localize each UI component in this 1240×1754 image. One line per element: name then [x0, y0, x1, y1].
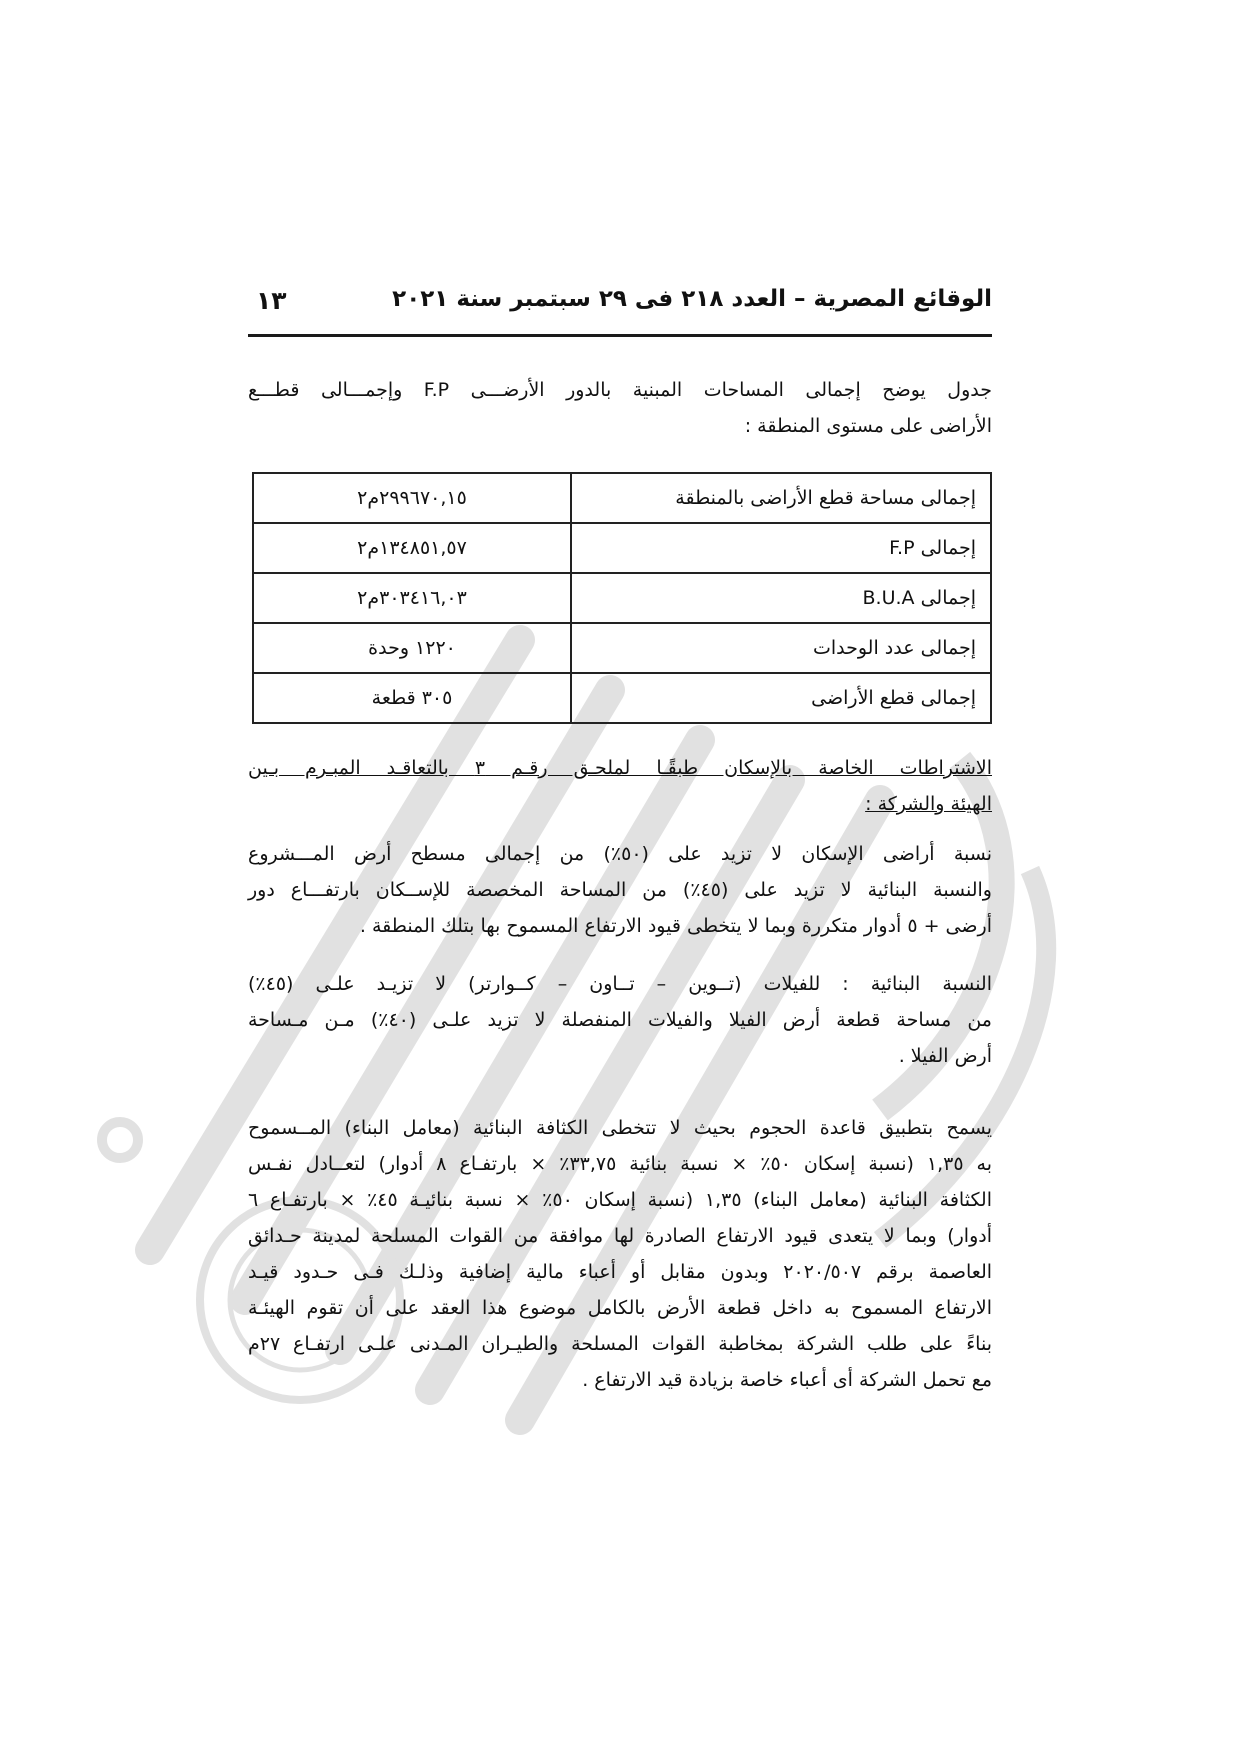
villas-ratio-paragraph [248, 966, 992, 1074]
row-label: إجمالى قطع الأراضى [571, 673, 991, 723]
row-label: إجمالى مساحة قطع الأراضى بالمنطقة [571, 473, 991, 523]
table-row [253, 523, 991, 573]
table-row [253, 673, 991, 723]
table-row [253, 573, 991, 623]
volume-line-4: أدوار) وبما لا يتعدى قيود الارتفاع الصادرة لها موافقة من القوات المسلحة لمدينة حـدائق [248, 1225, 992, 1247]
housing-line-1: نسبة أراضى الإسكان لا تزيد على (٥٠٪) من إجمالى مسطح أرض المـــشروع [248, 843, 992, 865]
housing-line-3: أرضى + ٥ أدوار متكررة وبما لا يتخطى قيود الارتفاع المسموح بها بتلك المنطقة . [359, 915, 992, 937]
villas-line-2: من مساحة قطعة أرض الفيلا والفيلات المنفصلة لا تزيد علـى (٤٠٪) مـن مـساحة [248, 1009, 992, 1031]
volume-rule-paragraph [248, 1110, 992, 1398]
row-label: إجمالى F.P [571, 523, 991, 573]
page-header [248, 286, 992, 326]
volume-line-2: به ١,٣٥ (نسبة إسكان ٥٠٪ × نسبة بنائية ٣٣,٧٥٪ × بارتفـاع ٨ أدوار) لتعــادل نفـس [248, 1153, 993, 1175]
housing-line-2: والنسبة البنائية لا تزيد على (٤٥٪) من المساحة المخصصة للإســكان بارتفـــاع دور [248, 879, 992, 901]
conditions-heading-line-1: الاشتراطات الخاصة بالإسكان طبقًـا لملحـق رقـم ٣ بالتعاقـد المبـرم بـين [248, 757, 992, 779]
gazette-title: الوقائع المصرية – العدد ٢١٨ فى ٢٩ سبتمبر سنة ٢٠٢١ [392, 286, 992, 312]
intro-line-2: الأراضى على مستوى المنطقة : [744, 415, 992, 437]
villas-line-1: النسبة البنائية : للفيلات (تــوين – تــاون – كــوارتر) لا تزيـد علـى (٤٥٪) [248, 973, 992, 995]
volume-line-3: الكثافة البنائية (معامل البناء) ١,٣٥ (نسبة إسكان ٥٠٪ × نسبة بنائيـة ٤٥٪ × بارتفـاع ٦ [248, 1189, 993, 1211]
table-intro-paragraph [248, 372, 992, 444]
row-value: ١٢٢٠ وحدة [253, 623, 571, 673]
row-value: ١٣٤٨٥١,٥٧م٢ [253, 523, 571, 573]
villas-line-3: أرض الفيلا . [898, 1045, 992, 1067]
conditions-heading-line-2-wrap [248, 786, 992, 822]
row-label: إجمالى عدد الوحدات [571, 623, 991, 673]
page-number: ١٣ [256, 286, 287, 315]
row-value: ٣٠٣٤١٦,٠٣م٢ [253, 573, 571, 623]
housing-ratio-paragraph [248, 836, 992, 944]
volume-line-5: العاصمة برقم ٢٠٢٠/٥٠٧ وبدون مقابل أو أعباء مالية إضافية وذلـك فـى حـدود قيـد [248, 1261, 993, 1283]
land-summary-table [252, 472, 992, 724]
table-row [253, 623, 991, 673]
table-row [253, 473, 991, 523]
conditions-heading-line-2: الهيئة والشركة : [865, 793, 992, 815]
conditions-heading [248, 750, 992, 822]
volume-line-8: مع تحمل الشركة أى أعباء خاصة بزيادة قيد الارتفاع . [582, 1369, 992, 1391]
row-value: ٢٩٩٦٧٠,١٥م٢ [253, 473, 571, 523]
volume-line-1: يسمح بتطبيق قاعدة الحجوم بحيث لا تتخطى الكثافة البنائية (معامل البناء) المــسموح [248, 1117, 992, 1139]
row-value: ٣٠٥ قطعة [253, 673, 571, 723]
intro-line-1: جدول يوضح إجمالى المساحات المبنية بالدور الأرضـــى F.P وإجمـــالى قطـــع [248, 379, 992, 401]
header-divider [248, 334, 992, 337]
volume-line-7: بناءً على طلب الشركة بمخاطبة القوات المسلحة والطيـران المـدنى علـى ارتفـاع ٢٧م [248, 1333, 992, 1355]
row-label: إجمالى B.U.A [571, 573, 991, 623]
volume-line-6: الارتفاع المسموح به داخل قطعة الأرض بالكامل موضوع هذا العقد على أن تقوم الهيئـة [248, 1297, 992, 1319]
